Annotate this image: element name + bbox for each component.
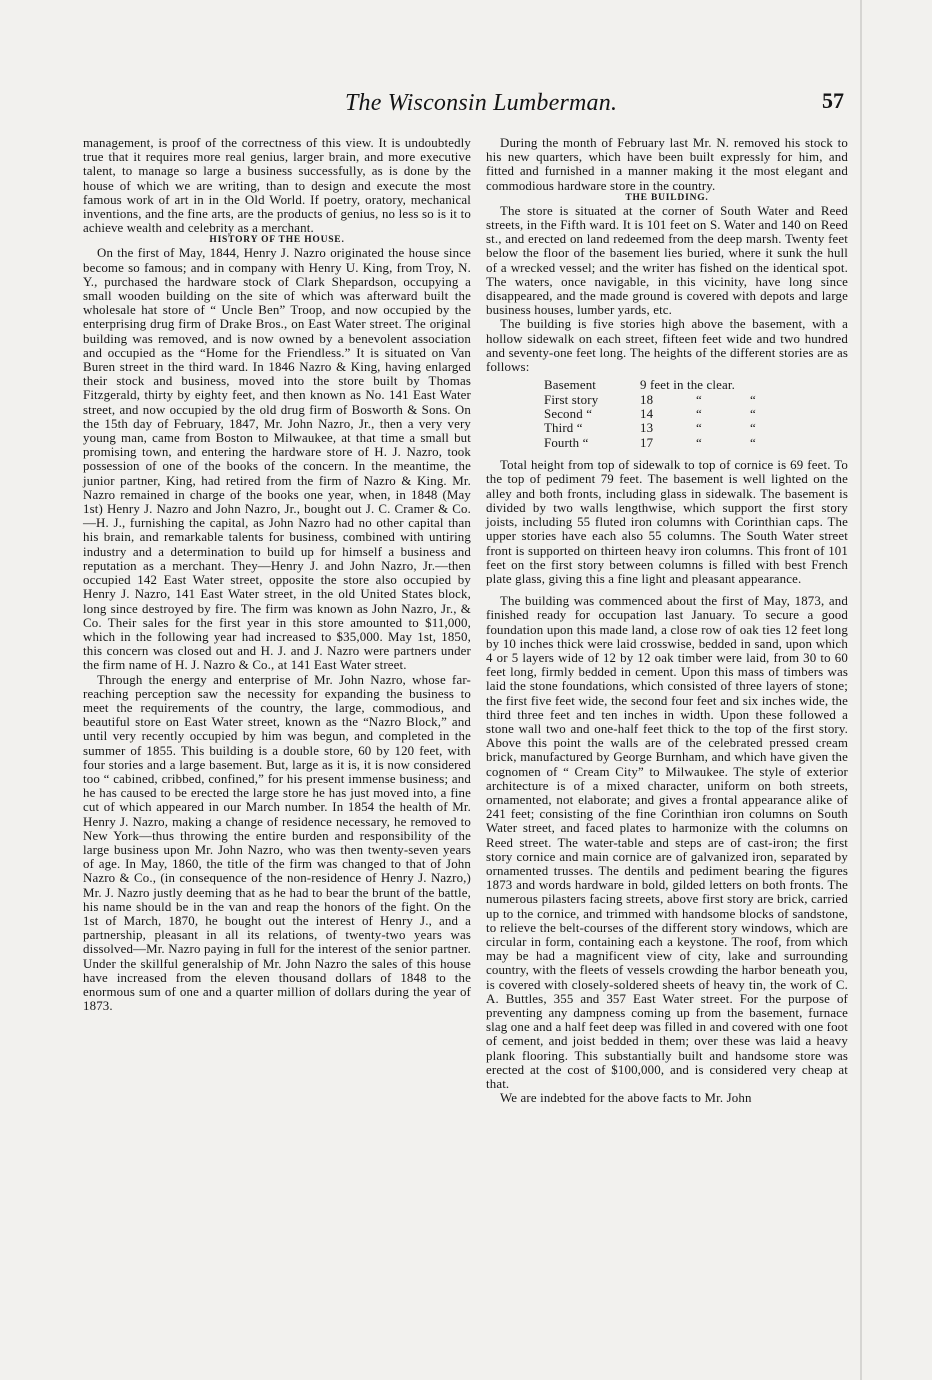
paragraph: On the first of May, 1844, Henry J. Nazro originated the house since become so famous; and in company with Henry U. King, from Troy, N. Y., purchased the hardware stock of Clark Shepardson, occupying a small wooden building on the site of which was afterward built the wholesale hat store of “ Uncle Ben” Troop, and now occupied by the enterprising drug firm of Drake Bros., on East Water street. The original building was removed, and is now owned by a benevolent association and occupied as the “Home for the Friendless.” It is situated on Van Buren street in the third ward. In 1846 Nazro & King, having enlarged their stock and business, moved into the store built by Thomas Fitzgerald, thirty by eighty feet, and then known as No. 141 East Water street, and now occupied by the old drug firm of Bosworth & Sons. On the 15th day of February, 1847, Mr. John Nazro, Jr., then a very very young man, came from Boston to Milwaukee, at that time a small but promising town, and entering the hardware store of H. J. Nazro, took possession of one of the books of the concern. In the meantime, the junior partner, King, had retired from the firm of Nazro & King. Mr. Nazro remained in charge of the books one year, when, in 1848 (May 1st) Henry J. Nazro and John Nazro, Jr., bought out J. C. Cramer & Co.—H. J., furnishing the capital, as John Nazro had no other capital than his brain, and remarkable talents for business, combined with untiring industry and a determination to build up for himself a business and reputation as a merchant. They—Henry J. and John Nazro, Jr.—then occupied 142 East Water street, opposite the store also occupied by Henry J. Nazro, 141 East Water street, in the old United States block, long since destroyed by fire. The firm was known as John Nazro, Jr., & Co. Their sales for the first year in this store amounted to $11,000, which in the following year had increased to $35,000. May 1st, 1850, this concern was closed out and H. J. and J. Nazro were partners under the firm name of H. J. Nazro & Co., at 141 East Water street. (83, 246, 471, 673)
story-height-row (544, 436, 756, 450)
story-name: First story (544, 392, 599, 407)
page-header (0, 88, 932, 122)
story-feet: 14 (640, 407, 654, 422)
binding-edge (860, 0, 862, 1380)
ditto-mark: “ (696, 392, 702, 407)
paragraph: We are indebted for the above facts to Mr. John (500, 1091, 752, 1106)
paragraph: management, is proof of the correctness of this view. It is undoubtedly true that it requires more real genius, larger brain, and more executive talent, to manage so large a business successfully, as is done by the house of which we are writing, than to design and execute the most famous work of art in in the Old World. If poetry, oratory, mechanical inventions, and the fine arts, are the products of genius, no less so is it to achieve wealth and celebrity as a merchant. (83, 136, 471, 236)
paragraph: Through the energy and enterprise of Mr. John Nazro, whose far-reaching perception saw the necessity for expanding the business to meet the requirements of the country, the large, commodious, and beautiful store on East Water street, known as the “Nazro Block,” and until very recently occupied by him was begun, and completed in the summer of 1855. This building is a double store, 60 by 120 feet, with four stories and a large basement. But, large as it is, it is now considered too “ cabined, cribbed, confined,” for his present immense business; and he has caused to be erected the large store he has just moved into, a fine cut of which appeared in our March number. In 1854 the health of Mr. Henry J. Nazro, making a change of residence necessary, he removed to New York—thus throwing the entire burden and responsibility of the large business upon Mr. John Nazro, who was then twenty-seven years of age. In May, 1860, the title of the firm was changed to that of John Nazro & Co., (in consequence of the non-residence of Henry J. Nazro,) Mr. J. Nazro justly deeming that as he had to bear the brunt of the battle, his name should be in the van and reap the honors of the fight. On the 1st of March, 1870, he bought out the interest of Henry J., and a partnership, pleasant in all its relations, of twenty-two years was dissolved—Mr. Nazro paying in full for the interest of the senior partner. Under the skillful generalship of Mr. John Nazro the sales of this house have increased from the eleven thousand dollars of 1848 to the enormous sum of one and a quarter million of dollars during the year of 1873. (83, 672, 471, 1014)
ditto-mark: “ (750, 392, 756, 407)
left-column (83, 136, 471, 1013)
story-feet: 9 feet in the clear. (640, 378, 735, 393)
ditto-mark: “ (750, 421, 756, 436)
ditto-mark: “ (750, 435, 756, 450)
story-name: Fourth “ (544, 435, 589, 450)
section-heading-history: HISTORY OF THE HOUSE. (209, 235, 345, 246)
story-height-row (544, 393, 756, 407)
ditto-mark: “ (696, 435, 702, 450)
paragraph: The building was commenced about the first of May, 1873, and finished ready for occupation last January. To secure a good foundation upon this made land, a close row of oak ties 12 feet long by 10 inches thick were laid crosswise, bedded in sand, upon which 4 or 5 layers wide of 12 by 12 oak timber were laid, from 30 to 60 feet long, firmly bedded in cement. Upon this mass of timbers was laid the stone foundations, which consisted of three layers of stone; the first five feet wide, the second four feet and six inches wide, the third three feet and ten inches in width. Upon these followed a stone wall two and one-half feet thick to the top of the first story. Above this point the walls are of the celebrated pressed cream brick, manufactured by George Burnham, and which have given the cognomen of “ Cream City” to Milwaukee. The style of exterior architecture is of a mixed character, uniform on both streets, ornamented, not elaborate; and gives a frontal appearance alike of 241 feet; consisting of the fine Corinthian iron columns on South Water street, and faced plates to harmonize with the columns on Reed street. The water-table and steps are of cast-iron; the first story cornice and main cornice are of galvanized iron, separated by ornamented trusses. The dentils and pediment bearing the figures 1873 and words hardware in bold, gilded letters on both fronts. The numerous pilasters facing streets, above first story are brick, carried up to the cornice, and trimmed with handsome blocks of sandstone, to relieve the belt-courses of the different story windows, which are circular in form, containing each a keystone. The roof, from which may be had a magnificent view of city, lake and surrounding country, with the fleets of vessels crowding the harbor beneath you, is covered with closely-soldered sheets of heavy tin, the work of C. A. Buttles, 355 and 357 East Water street. For the purpose of preventing any dampness coming up from the basement, furnace slag one and a half feet deep was filled in and covered with one foot of cement, and joist bedded in them; over these was laid a heavy plank flooring. This substantially built and handsome store was erected at the cost of $100,000, and is considered very cheap at that. (486, 594, 848, 1092)
paragraph: Total height from top of sidewalk to top of cornice is 69 feet. To the top of pediment 79 feet. The basement is well lighted on the alley and both fronts, including glass in sidewalk. The basement is divided by two walls lengthwise, which support the first story joists, including 55 fluted iron columns with Corinthian caps. The upper stories have each also 55 columns. The South Water street front is supported on thirteen heavy iron columns. This front of 101 feet on the first story between columns is filled with best French plate glass, giving this a fine light and pleasant appearance. (486, 458, 848, 586)
story-heights-table (544, 378, 756, 450)
right-column (486, 136, 848, 1105)
story-height-row (544, 407, 756, 421)
ditto-mark: “ (696, 421, 702, 436)
story-height-row (544, 378, 756, 392)
running-title: The Wisconsin Lumberman. (345, 90, 618, 116)
story-name: Basement (544, 378, 597, 393)
paragraph: During the month of February last Mr. N. removed his stock to his new quarters, which have been built expressly for him, and fitted and furnished in a manner making it the most elegant and commodious hardware store in the country. (486, 136, 848, 193)
story-feet: 18 (640, 392, 654, 407)
ditto-mark: “ (696, 407, 702, 422)
paragraph: The building is five stories high above the basement, with a hollow sidewalk on each street, fifteen feet wide and two hundred and seventy-one feet long. The heights of the different stories are as follows: (486, 317, 848, 375)
paragraph: The store is situated at the corner of South Water and Reed streets, in the Fifth ward. It is 101 feet on S. Water and 140 on Reed st., and erected on land redeemed from the deep marsh. Twenty feet below the floor of the basement lies buried, where it sunk the hull of a wrecked vessel; and the writer has fished on the identical spot. The waters, once navigable, in this vicinity, have long since disappeared, and the made ground is covered with depots and large business houses, lumber yards, etc. (486, 203, 848, 318)
ditto-mark: “ (750, 407, 756, 422)
story-name: Third “ (544, 421, 583, 436)
story-name: Second “ (544, 407, 593, 422)
story-feet: 17 (640, 435, 654, 450)
page-number: 57 (822, 88, 844, 113)
story-height-row (544, 421, 756, 435)
story-feet: 13 (640, 421, 654, 436)
section-heading-building: THE BUILDING. (625, 192, 709, 203)
